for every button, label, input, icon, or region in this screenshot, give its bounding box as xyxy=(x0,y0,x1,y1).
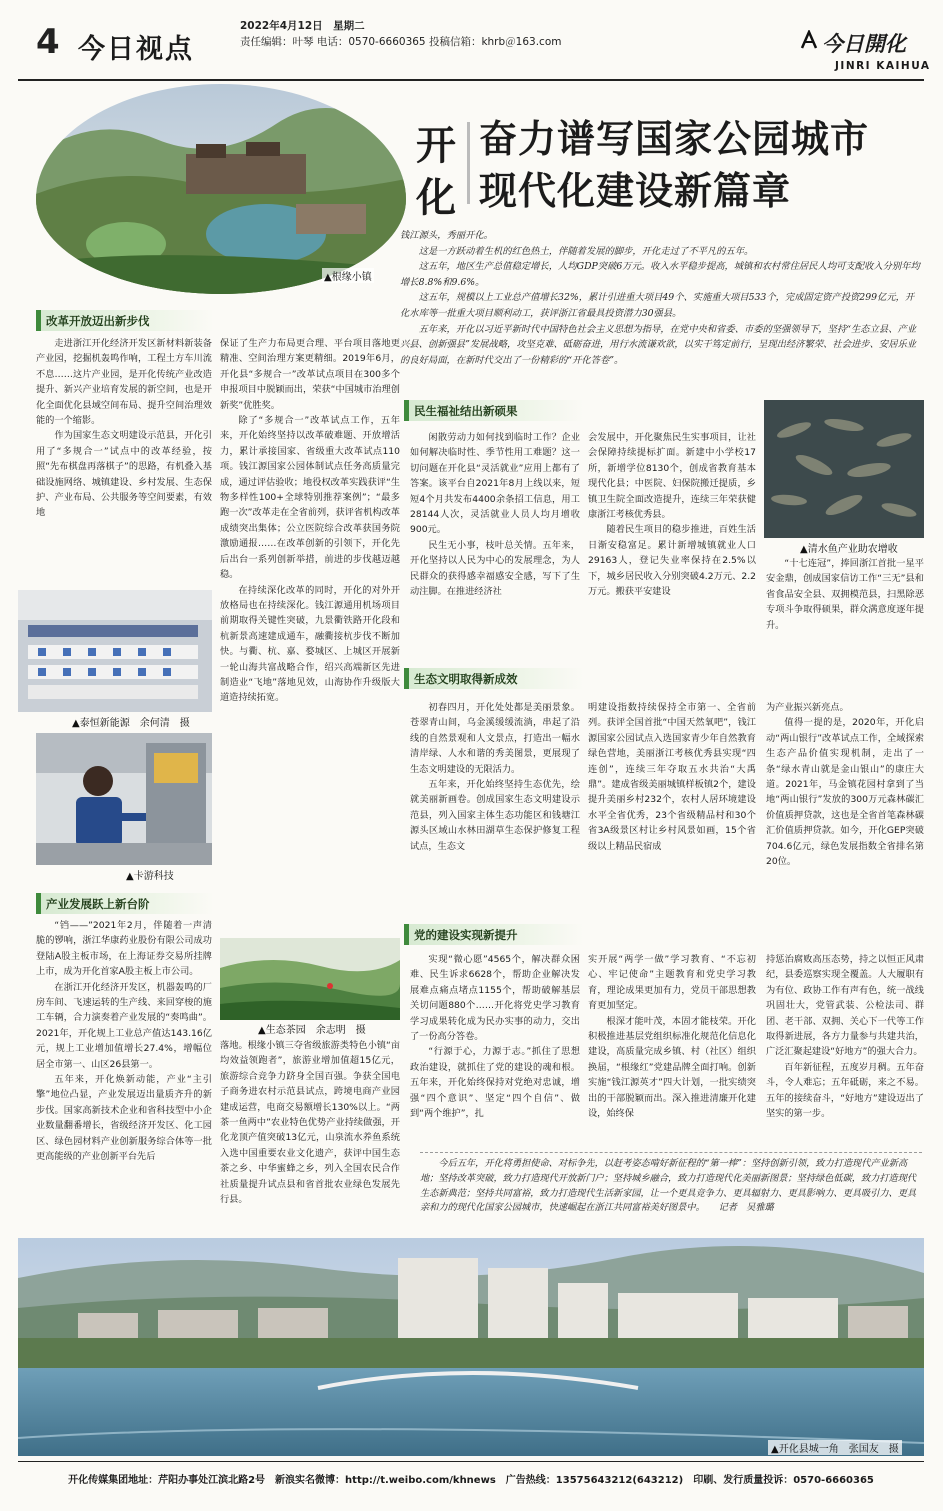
ecology-col1-p1: 初春四月，开化处处都是美丽景象。苍翠青山间，乌金溪缓缓流淌，串起了沿线的自然景观和人文景点，打造出一幅水清岸绿、人水和谐的秀美图景，更展现了生态文明建设的无限活力。 xyxy=(410,702,580,775)
intro-lead xyxy=(400,228,920,368)
headline-divider xyxy=(467,122,470,204)
factory-photo xyxy=(18,590,212,712)
tea-photo xyxy=(220,938,400,1020)
intro-p1: 钱江源头，秀丽开化。 xyxy=(400,230,493,241)
intro-p3: 这五年，地区生产总值稳定增长，人均GDP突破6万元。收入水平稳步提高，城镇和农村常住居民人均可支配收入分别年均增长8.8%和9.6%。 xyxy=(400,261,920,288)
livelihood-col1 xyxy=(410,430,580,599)
reform-col1-p2: 作为国家生态文明建设示范县，开化引用了“多规合一”试点中的改革经验，按照“先布棋盘再落棋子”的思路，有机叠入基础设施网络、城镇建设、乡村发展、生态保护、产业布局、公共服务等空间要素，有效地 xyxy=(36,430,212,519)
closing-text: 今后五年，开化将勇担使命、对标争先，以赶考姿态啃好新征程的“第一棒”：坚持创新引领，致力打造现代产业新高地；坚持改革突破，致力打造现代开放新门户；坚持城乡融合，致力打造现代化美丽新图景；坚持绿色低碳，致力打造现代生态新典范；坚持共同富裕，致力打造现代生活新家园，让一个更具竞争力、更具辐射力、更具影响力、更具吸引力、更具亲和力的现代化国家公园城市，快速崛起在浙江共同富裕美好图景中。 记者 吴雅璐 xyxy=(420,1158,917,1214)
reform-col2-p2: 除了“多规合一”改革试点工作，五年来，开化始终坚持以改革破难题、开放增活力，累计承接国家、省级重大改革试点110项。钱江源国家公园体制试点任务高质量完成，通过评估验收；地役权改革实践获评“生物多样性100+全球特别推荐案例”；“最多跑一次”改革走在全省前列，获评省机构改革成绩突出集体；公立医院综合改革获国务院激励通报……在改革创新的引领下，开化先后出台一系列创新举措，前进的步伐越迈越稳。 xyxy=(220,415,400,581)
reform-col1-p1: 走进浙江开化经济开发区新材料新装备产业园，挖掘机轰鸣作响，工程土方车川流不息……这片产业园，是开化传统产业改造提升、新兴产业培育发展的新空间，也是开化全面优化县域空间布局、提升空间治理效能的一个缩影。 xyxy=(36,338,212,427)
ecology-col3 xyxy=(766,700,924,869)
newspaper-logo-en: JINRI KAIHUA xyxy=(835,60,931,72)
livelihood-col2-p1: 会发展中，开化聚焦民生实事项目，让社会保障持续提标扩面。新建中小学校17所，新增学位8130个，创成省教育基本现代化县；中医院、妇保院搬迁提质，乡镇卫生院全面改造提升，连续三年荣获健康浙江考核优秀县。 xyxy=(588,432,756,521)
headline-region: 开化 xyxy=(416,123,456,221)
livelihood-col1-p1: 闲散劳动力如何找到临时工作？企业如何解决临时性、季节性用工难题？这一切问题在开化县“灵活就业”应用上都有了答案。该平台自2021年8月上线以来，短短4个月共发布4400余条招工信息，用工28144人次，灵活就业人员人均月增收900元。 xyxy=(410,432,580,536)
ecology-col1-p2: 五年来，开化始终坚持生态优先，绘就美丽新画卷。创成国家生态文明建设示范县，列入国家主体生态功能区和钱塘江源头区域山水林田湖草生态保护修复工程试点，生态文 xyxy=(410,779,580,852)
livelihood-col3-p1: “十七连冠”，捧回浙江首批一星平安金鼎，创成国家信访工作“三无”县和省食品安全县、双拥模范县，扫黑除恶专项斗争取得硕果，群众满意度逐年提升。 xyxy=(766,558,924,631)
party-col3-p1: 持惩治腐败高压态势，持之以恒正风肃纪，县委巡察实现全覆盖。人大履职有为有位、政协工作有声有色，统一战线巩固壮大，党管武装、公检法司、群团、老干部、双拥、关心下一代等工作取得新进展，各方力量参与共建共治，广泛汇聚起建设“好地方”的强大合力。 xyxy=(766,954,924,1058)
industry-col1-p3: 五年来，开化焕新动能，产业“主引擎”地位凸显，产业发展迈出量质齐升的新步伐。国家高新技术企业和省科技型中小企业数量翻番增长，省级经济开发区、化工园区、绿色园材料产业创新服务综合体等一批更高能级的产业创新平台先后 xyxy=(36,1074,212,1163)
fish-photo xyxy=(764,400,924,538)
date-line: 2022年4月12日 星期二 xyxy=(240,20,365,32)
party-col3 xyxy=(766,952,924,1121)
party-col1-p1: 实现“微心愿”4565个，解决群众困难、民生诉求6628个，帮助企业解决发展难点痛点堵点1155个，帮助破解基层关切问题880个……开化将党史学习教育学习成果转化成为民办实事的动力，交出了一份高分答卷。 xyxy=(410,954,580,1043)
livelihood-col2 xyxy=(588,430,756,599)
headline-title xyxy=(479,113,899,217)
ecology-col3-p2: 值得一提的是，2020年，开化启动“两山银行”改革试点工作，全域探索生态产品价值实现机制，走出了一条“绿水青山就是金山银山”的康庄大道。2021年，马金镇花园村拿到了当地“两山银行”发放的300万元森林碳汇价值质押贷款，这也是全省首笔森林碳汇价值质押贷款。如今，开化GEP突破704.6亿元，绿色发展指数全省排名第20位。 xyxy=(766,717,924,868)
livelihood-col3 xyxy=(766,556,924,633)
intro-p4: 这五年，规模以上工业总产值增长32%，累计引进重大项目49个、实施重大项目533个，完成固定资产投资299亿元，开化水库等一批重大项目顺利动工，获评浙江省最具投资潜力30强县。 xyxy=(400,292,915,319)
logo-mark-icon xyxy=(800,30,818,50)
section-heading-reform: 改革开放迈出新步伐 xyxy=(36,310,214,331)
reform-col2-p1: 保证了生产力布局更合理、平台项目落地更精准、空间治理方案更精细。2019年6月，开化县“多规合一”改革试点项目在300多个申报项目中脱颖而出，荣获“中国城市治理创新奖”优胜奖。 xyxy=(220,338,400,411)
header-meta xyxy=(240,18,561,50)
industry-col1-p2: 在浙江开化经济开发区，机器轰鸣的厂房车间、飞速运转的生产线、来回穿梭的施工车辆，合力演奏着产业发展的“奏鸣曲”。2021年，开化规上工业总产值达143.16亿元，规上工业增加值增长27.4%，增幅位居全市第一、山区26县第一。 xyxy=(36,981,212,1070)
industry-col1-p1: “铛——”2021年2月，伴随着一声清脆的锣响，浙江华康药业股份有限公司成功登陆A股主板市场，在上海证券交易所挂牌上市，成为开化首家A股主板上市公司。 xyxy=(36,920,212,978)
party-col2-p1: 实开展“两学一做”学习教育、“不忘初心、牢记使命”主题教育和党史学习教育，理论成果更加有力，党员干部思想教育更加坚定。 xyxy=(588,954,756,1012)
industry-col1 xyxy=(36,918,212,1165)
livelihood-col2-p2: 随着民生项目的稳步推进，百姓生活日渐安稳富足。累计新增城镇就业人口29163人，登记失业率保持在2.5%以下，城乡居民收入分别突破4.2万元、2.2万元。搬获平安建设 xyxy=(588,524,756,598)
section-heading-party: 党的建设实现新提升 xyxy=(404,924,584,945)
top-photo xyxy=(36,84,406,294)
top-photo-caption: ▲根缘小镇 xyxy=(322,268,374,283)
footer-rule xyxy=(18,1461,924,1462)
section-name: 今日视点 xyxy=(78,34,194,65)
livelihood-col1-p2: 民生无小事，枝叶总关情。五年来，开化坚持以人民为中心的发展理念，为人民群众的获得感幸福感安全感，写下了生动注脚。在推进经济社 xyxy=(410,539,580,598)
worker-photo xyxy=(36,733,212,865)
party-col3-p2: 百年新征程，五度岁月稠。五年奋斗，令人难忘；五年砥砺，来之不易。五年的接续奋斗，“好地方”建设迈出了坚实的第一步。 xyxy=(766,1061,924,1120)
party-col1 xyxy=(410,952,580,1121)
city-photo xyxy=(18,1238,924,1456)
intro-p5: 五年来，开化以习近平新时代中国特色社会主义思想为指导，在党中央和省委、市委的坚强领导下，坚持“生态立县、产业兴县、创新强县”发展战略，攻坚克难、砥砺奋进，用行水流谦欢欲，以实干笃定前行，呈现出经济繁荣、社会进步、安居乐业的良好局面，在新时代交出了一份精彩的“开化答卷”。 xyxy=(400,323,917,366)
reform-col2-p3: 在持续深化改革的同时，开化的对外开放格局也在持续深化。钱江源通用机场项目前期取得关键性突破，九景衢铁路开化段和杭新景高速建成通车，融衢接杭步伐不断加快。与衢、杭、嘉、婺城区、上城区开展新一轮山海共富战略合作，绍兴高端新区先进制造业“飞地”落地见效，山海协作升级版大道造持续拓宽。 xyxy=(220,584,400,704)
section-heading-ecology: 生态文明取得新成效 xyxy=(404,668,584,689)
editor-line: 责任编辑：叶琴 电话：0570-6660365 投稿信箱：khrb＠163.com xyxy=(240,36,562,48)
party-col1-p2: “行源于心，力源于志。”抓住了思想政治建设，就抓住了党的建设的魂和根。五年来，开化始终保持对党绝对忠诚，增强“四个意识”、坚定“四个自信”、做到“两个维护”，扎 xyxy=(410,1046,580,1120)
reform-col2 xyxy=(220,336,400,706)
ecology-col3-p1: 为产业振兴新亮点。 xyxy=(766,702,849,713)
city-photo-caption: ▲开化县城一角 张国友 摄 xyxy=(768,1440,902,1455)
intro-p2: 这是一方跃动着生机的红色热土，伴随着发展的脚步，开化走过了不平凡的五年。 xyxy=(418,245,754,257)
fish-photo-caption: ▲清水鱼产业助农增收 xyxy=(800,544,898,555)
newspaper-logo: 今日開化 xyxy=(822,31,906,56)
headline-line-1: 奋力谱写国家公园城市 xyxy=(479,117,870,161)
industry-col2 xyxy=(220,1038,400,1207)
footer-info: 开化传媒集团地址：芹阳办事处江滨北路2号 新浪实名微博：http://t.weibo.com/khnews 广告热线：13575643212(643212) 印刷、发行质量投诉：0570-6660365 xyxy=(68,1475,874,1486)
factory-photo-caption: ▲泰恒新能源 余何清 摄 xyxy=(72,718,190,729)
headline-line-2: 现代化建设新篇章 xyxy=(479,169,792,213)
reform-col1 xyxy=(36,336,212,521)
party-col2-p2: 根深才能叶茂，本固才能枝荣。开化积极推进基层党组织标准化规范化信息化建设，高质量完成乡镇、村（社区）组织换届，“根缘红”党建品牌全面打响。创新实施“钱江源英才”四大计划，一批实绩突出的干部脱颖而出。深入推进清廉开化建设，始终保 xyxy=(588,1015,756,1120)
tea-photo-caption: ▲生态茶园 余志明 摄 xyxy=(258,1025,366,1036)
industry-col2-p1: 落地。根缘小镇三夺省级旅游类特色小镇“亩均效益领跑者”，旅游业增加值超15亿元，旅游综合竞争力跻身全国百强。争获全国电子商务进农村示范县试点，跨境电商产业园建成运营，电商交易额增长130%以上。“两茶一鱼两中”农业特色优势产业持续做强，开化龙顶产值突破13亿元，山泉流水养鱼系统入选中国重要农业文化遗产，获评中国生态茶之乡、中华蜜蜂之乡，列入全国农民合作社质量提升试点县和省首批农业绿色发展先行县。 xyxy=(220,1040,400,1206)
section-heading-livelihood: 民生福祉结出新硕果 xyxy=(404,400,584,421)
page-number: 4 xyxy=(36,22,60,62)
section-heading-industry: 产业发展跃上新台阶 xyxy=(36,893,214,914)
worker-photo-caption: ▲卡游科技 xyxy=(126,871,174,882)
ecology-col1 xyxy=(410,700,580,854)
party-col2 xyxy=(588,952,756,1121)
ecology-col2-p1: 明建设指数持续保持全市第一、全省前列。获评全国首批“中国天然氧吧”，钱江源国家公园试点入选国家青少年自然教育绿色营地，美丽浙江考核优秀县实现“四连创”，连续三年夺取五水共治“大禹鼎”。建成省级美丽城镇样板镇2个，建设提升美丽乡村232个，农村人居环境建设水平全省优秀，23个省级精品村和30个省3A级景区村让乡村风景如画，15个省级以上精品民宿成 xyxy=(588,702,756,852)
closing-paragraph xyxy=(420,1152,922,1216)
header-rule xyxy=(18,79,924,81)
ecology-col2 xyxy=(588,700,756,854)
